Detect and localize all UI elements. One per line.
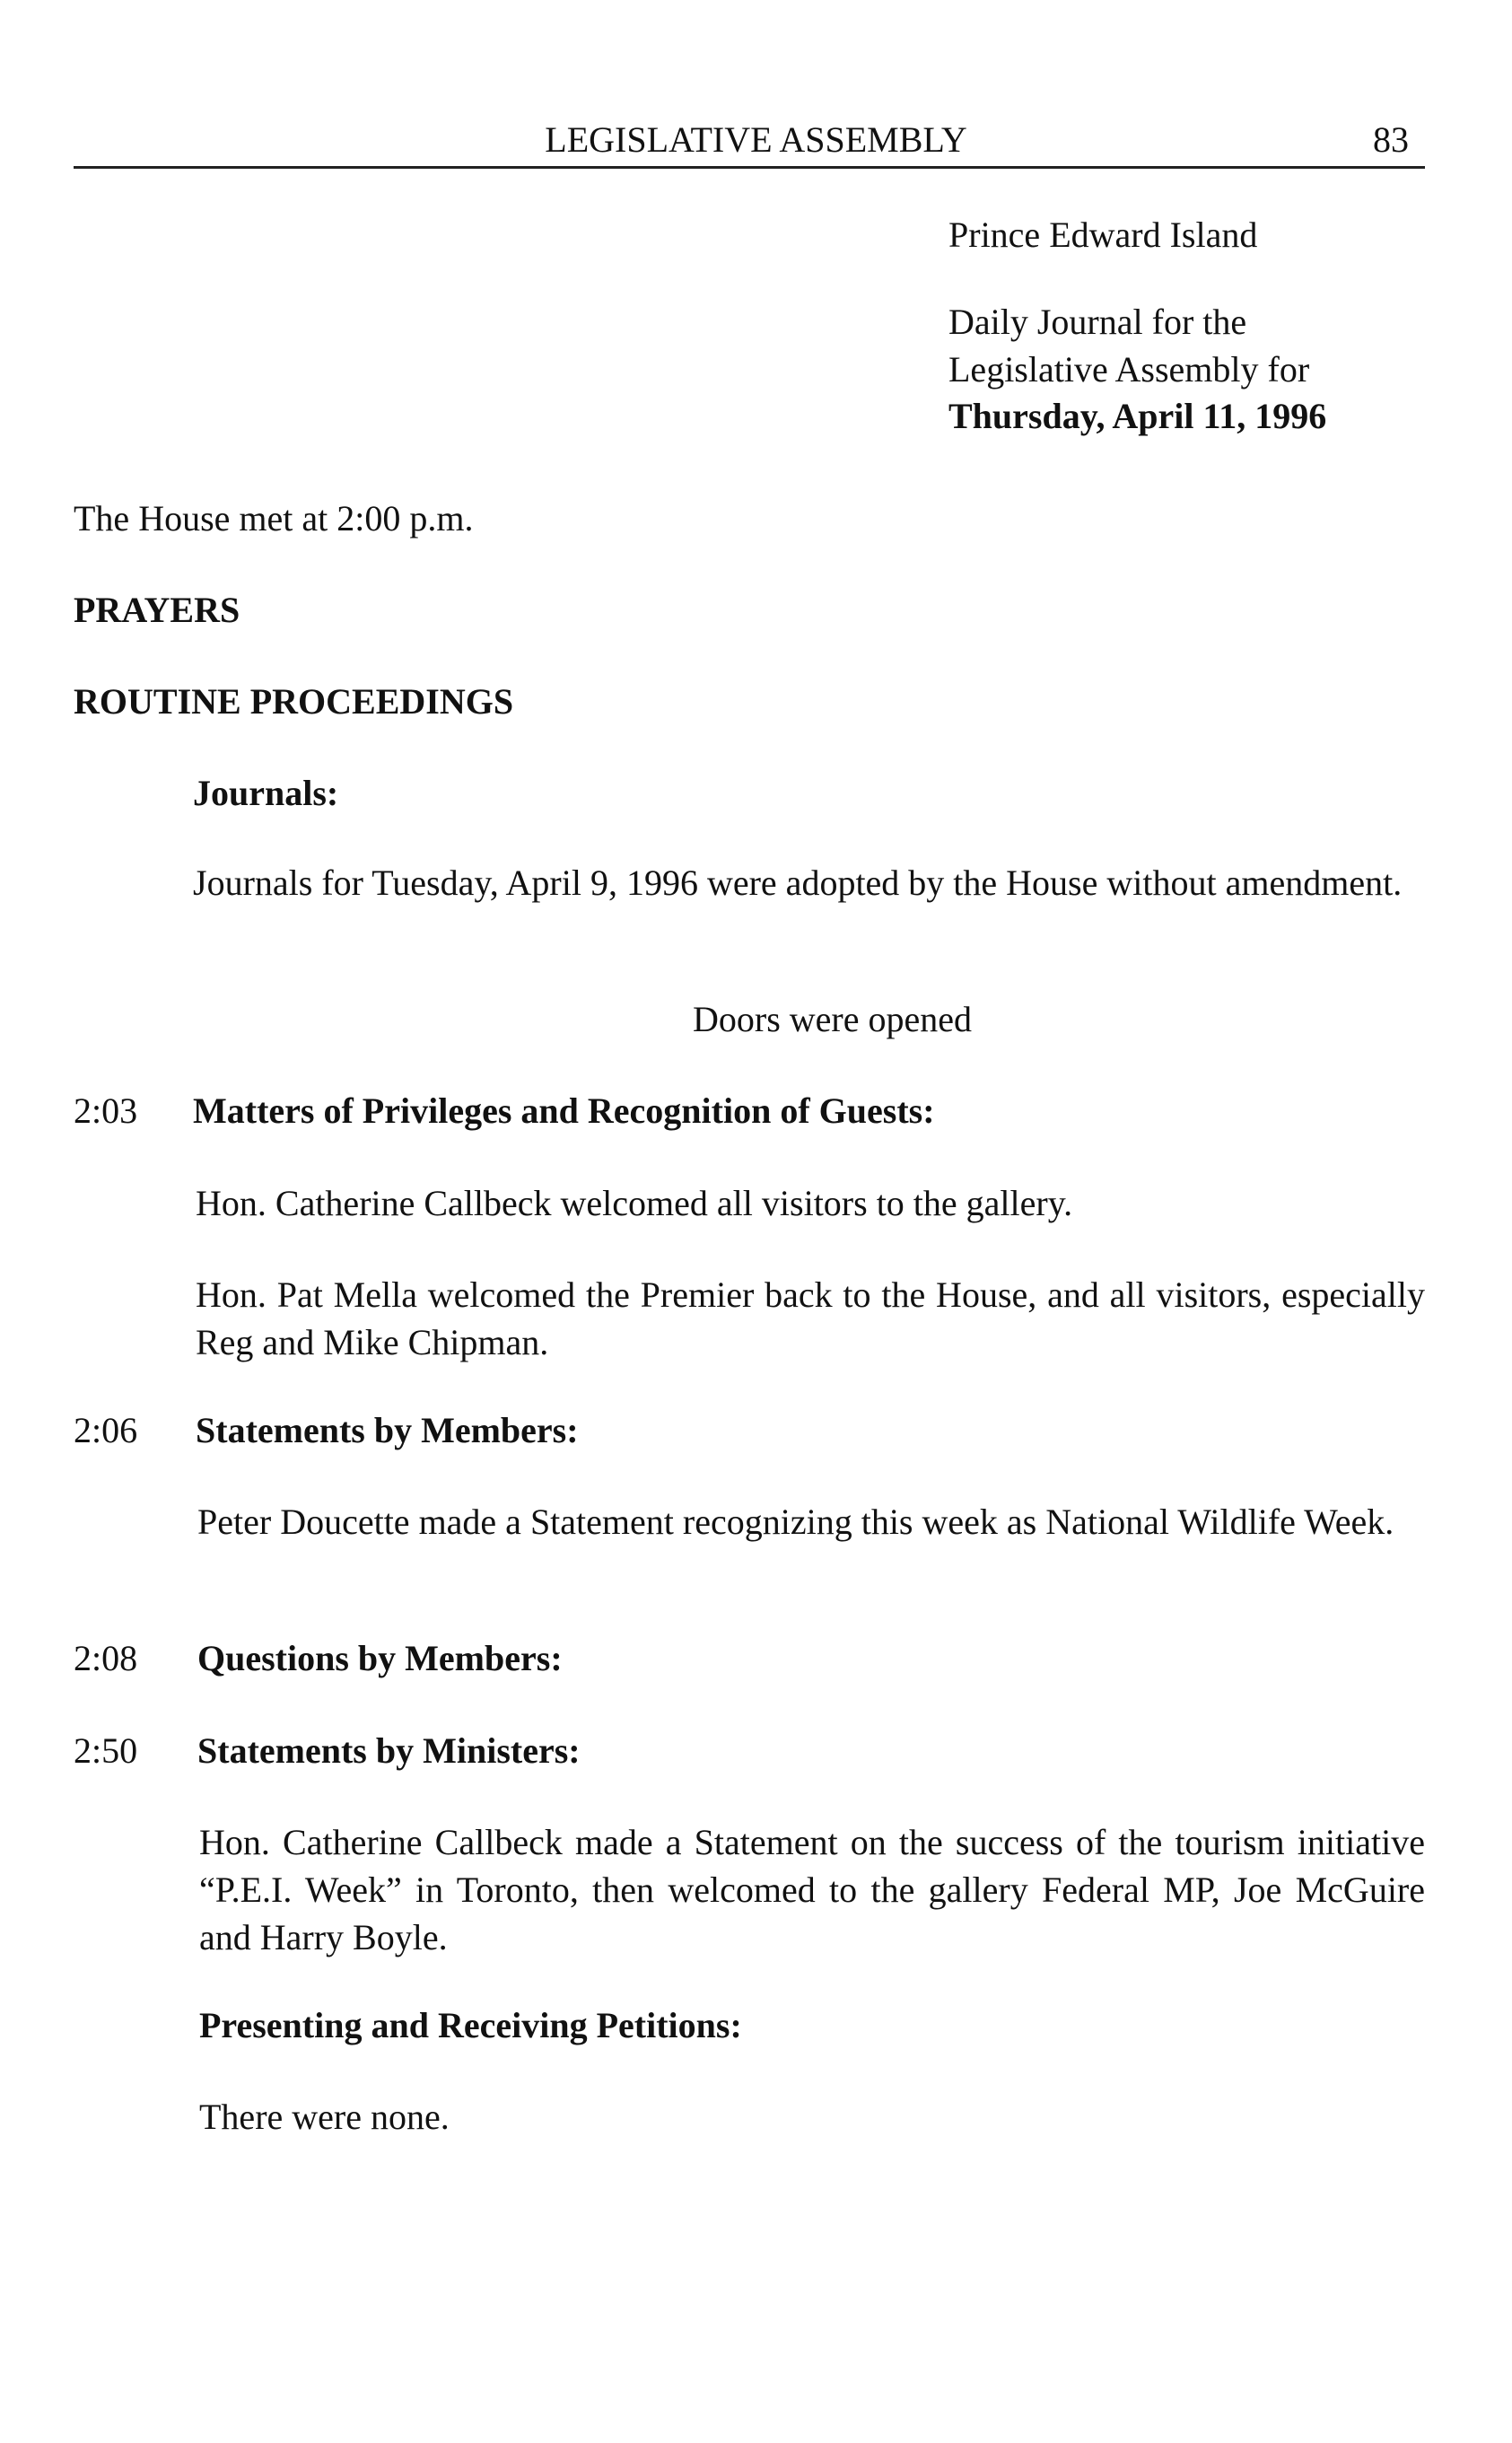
masthead-date: Thursday, April 11, 1996 xyxy=(948,396,1327,437)
time-stamp: 2:06 xyxy=(74,1410,138,1450)
time-stamp: 2:08 xyxy=(74,1638,138,1678)
privileges-paragraph-1: Hon. Catherine Callbeck welcomed all visitors to the gallery. xyxy=(196,1183,1073,1223)
questions-by-members-heading: Questions by Members: xyxy=(197,1638,563,1678)
journals-text: Journals for Tuesday, April 9, 1996 were adopted by the House without amendment. xyxy=(193,862,1403,903)
masthead-line-2: Legislative Assembly for xyxy=(948,348,1310,390)
privileges-paragraph-2: Hon. Pat Mella welcomed the Premier back to the House, and all visitors, especially Reg and Mike Chipman. xyxy=(196,1274,1425,1362)
opening-line: The House met at 2:00 p.m. xyxy=(74,498,474,539)
time-stamp: 2:03 xyxy=(74,1090,138,1131)
statements-by-ministers-heading: Statements by Ministers: xyxy=(197,1730,581,1771)
page-number: 83 xyxy=(1373,119,1409,160)
petitions-text: There were none. xyxy=(199,2097,450,2137)
masthead-line-1: Daily Journal for the xyxy=(948,301,1247,342)
time-stamp: 2:50 xyxy=(74,1730,138,1771)
running-header-title: LEGISLATIVE ASSEMBLY xyxy=(545,119,967,160)
masthead-province: Prince Edward Island xyxy=(948,215,1258,255)
statements-by-ministers-text: Hon. Catherine Callbeck made a Statement on the success of the tourism initiative “P.E.I. Week” in Toronto, then welcomed to the gallery Federal MP, Joe McGuire and Harry Boyle. xyxy=(199,1822,1425,1957)
prayers-heading: PRAYERS xyxy=(74,590,240,630)
routine-proceedings-heading: ROUTINE PROCEEDINGS xyxy=(74,681,514,722)
doors-opened-note: Doors were opened xyxy=(693,999,972,1039)
privileges-heading: Matters of Privileges and Recognition of Guests: xyxy=(193,1090,935,1131)
statements-by-members-heading: Statements by Members: xyxy=(196,1410,579,1450)
petitions-heading: Presenting and Receiving Petitions: xyxy=(199,2005,742,2045)
masthead xyxy=(948,212,1451,441)
journals-heading: Journals: xyxy=(193,773,339,813)
header-rule xyxy=(74,166,1425,169)
statements-by-members-text: Peter Doucette made a Statement recognizing this week as National Wildlife Week. xyxy=(197,1502,1394,1542)
